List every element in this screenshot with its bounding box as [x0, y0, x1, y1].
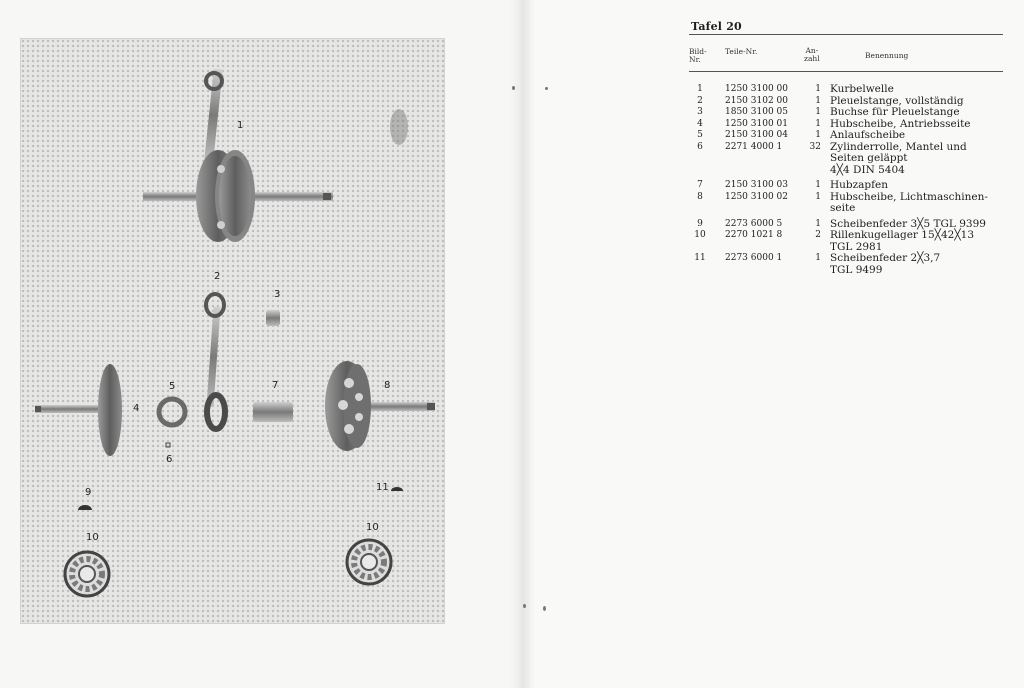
- cell-teile-nr: 1250 3100 01: [725, 118, 788, 129]
- header-anzahl: An- zahl: [804, 46, 820, 63]
- cell-anzahl: 2: [815, 230, 821, 240]
- callout-9: 9: [85, 487, 92, 498]
- cell-bild-nr: 7: [697, 180, 703, 190]
- scan-speck: [543, 606, 546, 611]
- cell-anzahl: 1: [815, 191, 821, 202]
- part-3-bushing: [266, 310, 280, 326]
- cell-bild-nr: 6: [697, 141, 703, 152]
- header-bild-nr: Bild- Nr.: [689, 47, 707, 64]
- benennung-line: Buchse für Pleuelstange: [830, 106, 960, 118]
- benennung-line: 4╳4 DIN 5404: [830, 163, 905, 176]
- table-row: [689, 130, 1009, 142]
- table-row: [689, 142, 1009, 177]
- part-1-crankshaft: [143, 69, 333, 242]
- benennung-line: Hubscheibe, Lichtmaschinen-: [830, 190, 988, 203]
- callout-10-right: 10: [366, 522, 379, 533]
- parts-table-body: [689, 84, 1009, 276]
- table-row: [689, 253, 1009, 276]
- cell-anzahl: 32: [809, 141, 821, 152]
- cell-anzahl: 1: [815, 218, 821, 229]
- cell-teile-nr: 2150 3102 00: [725, 95, 788, 106]
- table-row: [689, 192, 1009, 215]
- benennung-line: Kurbelwelle: [830, 83, 894, 95]
- callout-2: 2: [214, 271, 221, 282]
- callout-4: 4: [133, 403, 140, 414]
- cell-teile-nr: 1250 3100 02: [725, 191, 788, 202]
- header-benennung: Benennung: [865, 51, 909, 60]
- cell-anzahl: 1: [815, 95, 821, 106]
- benennung-line: Hubscheibe, Antriebsseite: [830, 117, 971, 130]
- cell-teile-nr: 2273 6000 1: [725, 253, 783, 263]
- cell-bild-nr: 2: [697, 95, 703, 106]
- cell-anzahl: 1: [815, 180, 821, 190]
- cell-teile-nr: 2150 3100 04: [725, 130, 788, 140]
- callout-8: 8: [384, 380, 391, 391]
- cell-bild-nr: 3: [697, 107, 703, 117]
- table-row: [689, 107, 1009, 119]
- part-10-ball-bearing-left: [65, 552, 109, 596]
- cell-bild-nr: 8: [697, 191, 703, 202]
- cell-teile-nr: 2273 6000 5: [725, 218, 783, 229]
- benennung-line: TGL 9499: [830, 263, 883, 276]
- callout-10-left: 10: [86, 532, 99, 543]
- part-6-roller: [166, 443, 170, 447]
- benennung-line: Anlaufscheibe: [830, 129, 906, 141]
- cell-benennung: [830, 180, 1009, 192]
- benennung-line: Rillenkugellager 15╳42╳13: [830, 229, 975, 241]
- crankshaft-photo-plate: [20, 38, 445, 624]
- part-4-drive-side-disc: [35, 364, 122, 456]
- cell-anzahl: 1: [815, 253, 821, 263]
- cell-bild-nr: 5: [697, 130, 703, 140]
- part-10-ball-bearing-right: [347, 540, 391, 584]
- cell-benennung: [830, 142, 1009, 177]
- book-gutter: [509, 0, 535, 688]
- cell-benennung: [830, 130, 1009, 142]
- crankshaft-illustration: [21, 39, 444, 623]
- cell-benennung: [830, 107, 1009, 119]
- callout-7: 7: [272, 380, 279, 391]
- cell-anzahl: 1: [815, 84, 821, 94]
- table-header-rule: [689, 71, 1003, 72]
- scan-speck: [545, 87, 548, 90]
- cell-anzahl: 1: [815, 130, 821, 140]
- cell-bild-nr: 11: [694, 253, 706, 263]
- table-row: [689, 180, 1009, 192]
- cell-teile-nr: 2271 4000 1: [725, 141, 783, 152]
- callout-1: 1: [237, 120, 244, 131]
- table-row: [689, 230, 1009, 253]
- scan-speck: [512, 86, 515, 90]
- part-5-thrust-washer: [159, 399, 185, 425]
- benennung-line: Seiten geläppt: [830, 152, 908, 164]
- callout-3: 3: [274, 289, 281, 300]
- benennung-line: Hubzapfen: [830, 179, 889, 191]
- cell-bild-nr: 4: [697, 118, 703, 129]
- cell-benennung: [830, 84, 1009, 96]
- cell-benennung: [830, 192, 1009, 215]
- cell-anzahl: 1: [815, 118, 821, 129]
- benennung-line: Scheibenfeder 2╳3,7: [830, 252, 941, 264]
- cell-bild-nr: 9: [697, 218, 703, 229]
- benennung-line: Zylinderrolle, Mantel und: [830, 140, 967, 153]
- callout-11: 11: [376, 482, 389, 493]
- benennung-line: seite: [830, 202, 856, 214]
- header-teile-nr: Teile-Nr.: [725, 47, 758, 56]
- cell-benennung: [830, 230, 1009, 253]
- table-top-rule: [689, 34, 1003, 35]
- benennung-line: Scheibenfeder 3╳5 TGL 9399: [830, 217, 986, 230]
- part-8-magneto-side-disc: [325, 361, 435, 451]
- cell-bild-nr: 1: [697, 84, 703, 94]
- cell-teile-nr: 2270 1021 8: [725, 230, 783, 240]
- callout-5: 5: [169, 381, 176, 392]
- cell-anzahl: 1: [815, 107, 821, 117]
- cell-teile-nr: 1850 3100 05: [725, 107, 788, 117]
- cell-teile-nr: 1250 3100 00: [725, 84, 788, 94]
- part-11-woodruff-key: [391, 487, 403, 491]
- benennung-line: TGL 2981: [830, 240, 883, 253]
- callout-6: 6: [166, 454, 173, 465]
- table-title: Tafel 20: [691, 20, 742, 33]
- cell-bild-nr: 10: [694, 230, 706, 240]
- cell-teile-nr: 2150 3100 03: [725, 180, 788, 190]
- part-7-crank-pin: [253, 402, 293, 422]
- part-2-connecting-rod: [206, 294, 225, 429]
- benennung-line: Pleuelstange, vollständig: [830, 94, 964, 107]
- table-row: [689, 84, 1009, 96]
- cell-benennung: [830, 253, 1009, 276]
- scan-speck: [523, 604, 526, 608]
- part-9-woodruff-key: [78, 505, 92, 510]
